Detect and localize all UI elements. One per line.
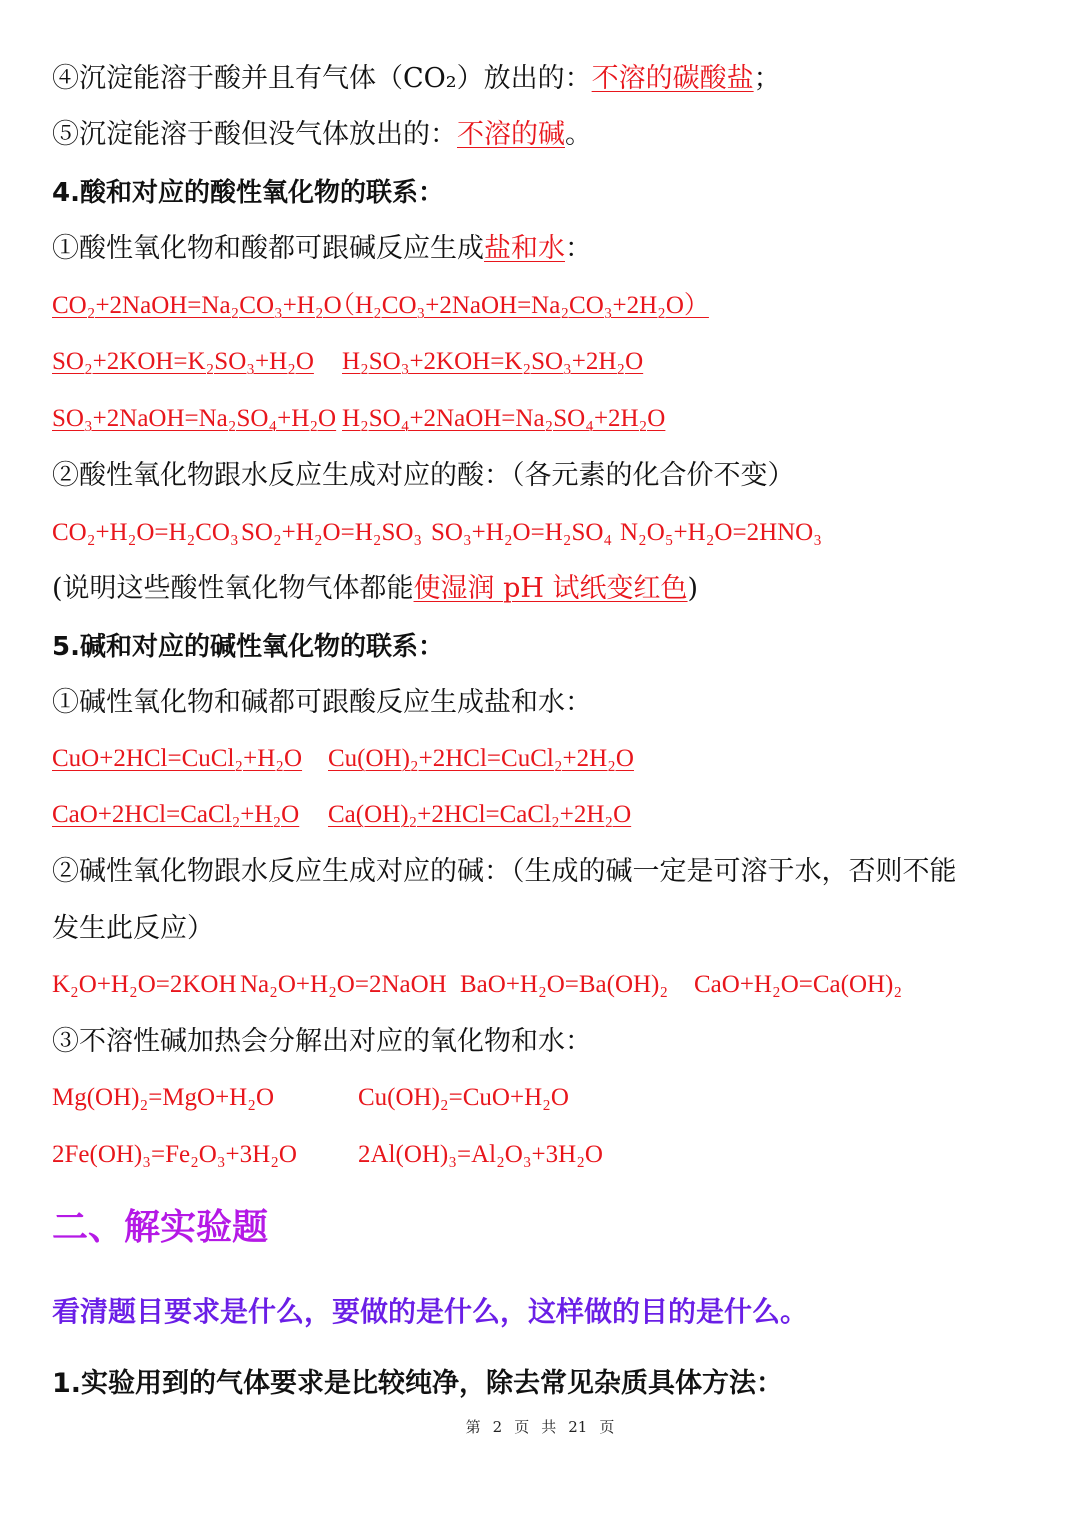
equation: Na₂O+H₂O=2NaOH: [240, 971, 447, 998]
equation: N₂O₅+H₂O=2HNO₃: [620, 519, 822, 546]
paragraph-base-oxide-water: ②碱性氧化物跟水反应生成对应的碱：（生成的碱一定是可溶于水，否则不能: [52, 856, 957, 887]
equation: SO₃+H₂O=H₂SO₄: [431, 519, 613, 546]
equation: SO₃+2NaOH=Na₂SO₄+H₂O: [52, 405, 337, 432]
equation: Cu(OH)₂+2HCl=CuCl₂+2H₂O: [328, 745, 634, 772]
equation: CO₂+H₂O=H₂CO₃: [52, 519, 239, 546]
equation: （H₂CO₃+2NaOH=Na₂CO₃+2H₂O）: [330, 292, 709, 319]
answer-salt-water: 盐和水: [484, 233, 565, 264]
paragraph-precipitate-no-gas: ⑤沉淀能溶于酸但没气体放出的：不溶的碱。: [52, 119, 592, 150]
answer-insoluble-base: 不溶的碱: [457, 119, 565, 150]
current-page: 2: [492, 1418, 503, 1436]
equation: Cu(OH)₂=CuO+H₂O: [358, 1084, 569, 1111]
equation: H₂SO₃+2KOH=K₂SO₃+2H₂O: [342, 348, 644, 375]
equation: CaO+2HCl=CaCl₂+H₂O: [52, 801, 300, 828]
answer-ph-red: 使湿润 pH 试纸变红色: [413, 573, 688, 604]
equation: CO₂+2NaOH=Na₂CO₃+H₂O: [52, 292, 342, 319]
total-pages: 21: [568, 1418, 588, 1436]
equation: SO₂+2KOH=K₂SO₃+H₂O: [52, 348, 314, 375]
page-footer: 第 2 页 共 21 页: [465, 1418, 615, 1436]
equation: Ca(OH)₂+2HCl=CaCl₂+2H₂O: [328, 801, 632, 828]
equation: CuO+2HCl=CuCl₂+H₂O: [52, 745, 303, 772]
equation: H₂SO₄+2NaOH=Na₂SO₄+2H₂O: [342, 405, 666, 432]
equation: 2Al(OH)₃=Al₂O₃+3H₂O: [358, 1141, 603, 1168]
equation: 2Fe(OH)₃=Fe₂O₃+3H₂O: [52, 1141, 297, 1168]
heading-base-oxide: 5.碱和对应的碱性氧化物的联系：: [52, 632, 444, 662]
section-subtitle: 看清题目要求是什么，要做的是什么，这样做的目的是什么。: [52, 1295, 809, 1328]
equation: CaO+H₂O=Ca(OH)₂: [694, 971, 903, 998]
paragraph-insoluble-base-heat: ③不溶性碱加热会分解出对应的氧化物和水：: [52, 1026, 592, 1057]
paragraph-base-oxide-acid: ①碱性氧化物和碱都可跟酸反应生成盐和水：: [52, 687, 592, 718]
equation: BaO+H₂O=Ba(OH)₂: [460, 971, 669, 998]
paragraph-ph-note: (说明这些酸性氧化物气体都能使湿润 pH 试纸变红色): [52, 573, 699, 604]
equation: K₂O+H₂O=2KOH: [52, 971, 237, 998]
paragraph-acid-oxide-water: ②酸性氧化物跟水反应生成对应的酸：（各元素的化合价不变）: [52, 460, 795, 491]
section-title-experiment: 二、解实验题: [52, 1207, 269, 1248]
equation: Mg(OH)₂=MgO+H₂O: [52, 1084, 275, 1111]
heading-gas-purity: 1.实验用到的气体要求是比较纯净，除去常见杂质具体方法：: [52, 1368, 784, 1399]
paragraph-acid-oxide-base: ①酸性氧化物和酸都可跟碱反应生成盐和水：: [52, 233, 592, 264]
paragraph-base-oxide-water-cont: 发生此反应）: [52, 913, 214, 944]
paragraph-precipitate-co2: ④沉淀能溶于酸并且有气体（CO₂）放出的：不溶的碳酸盐；: [52, 63, 781, 94]
answer-insoluble-carbonate: 不溶的碳酸盐: [591, 63, 754, 94]
equation: SO₂+H₂O=H₂SO₃: [241, 519, 423, 546]
heading-acid-oxide: 4.酸和对应的酸性氧化物的联系：: [52, 178, 444, 208]
